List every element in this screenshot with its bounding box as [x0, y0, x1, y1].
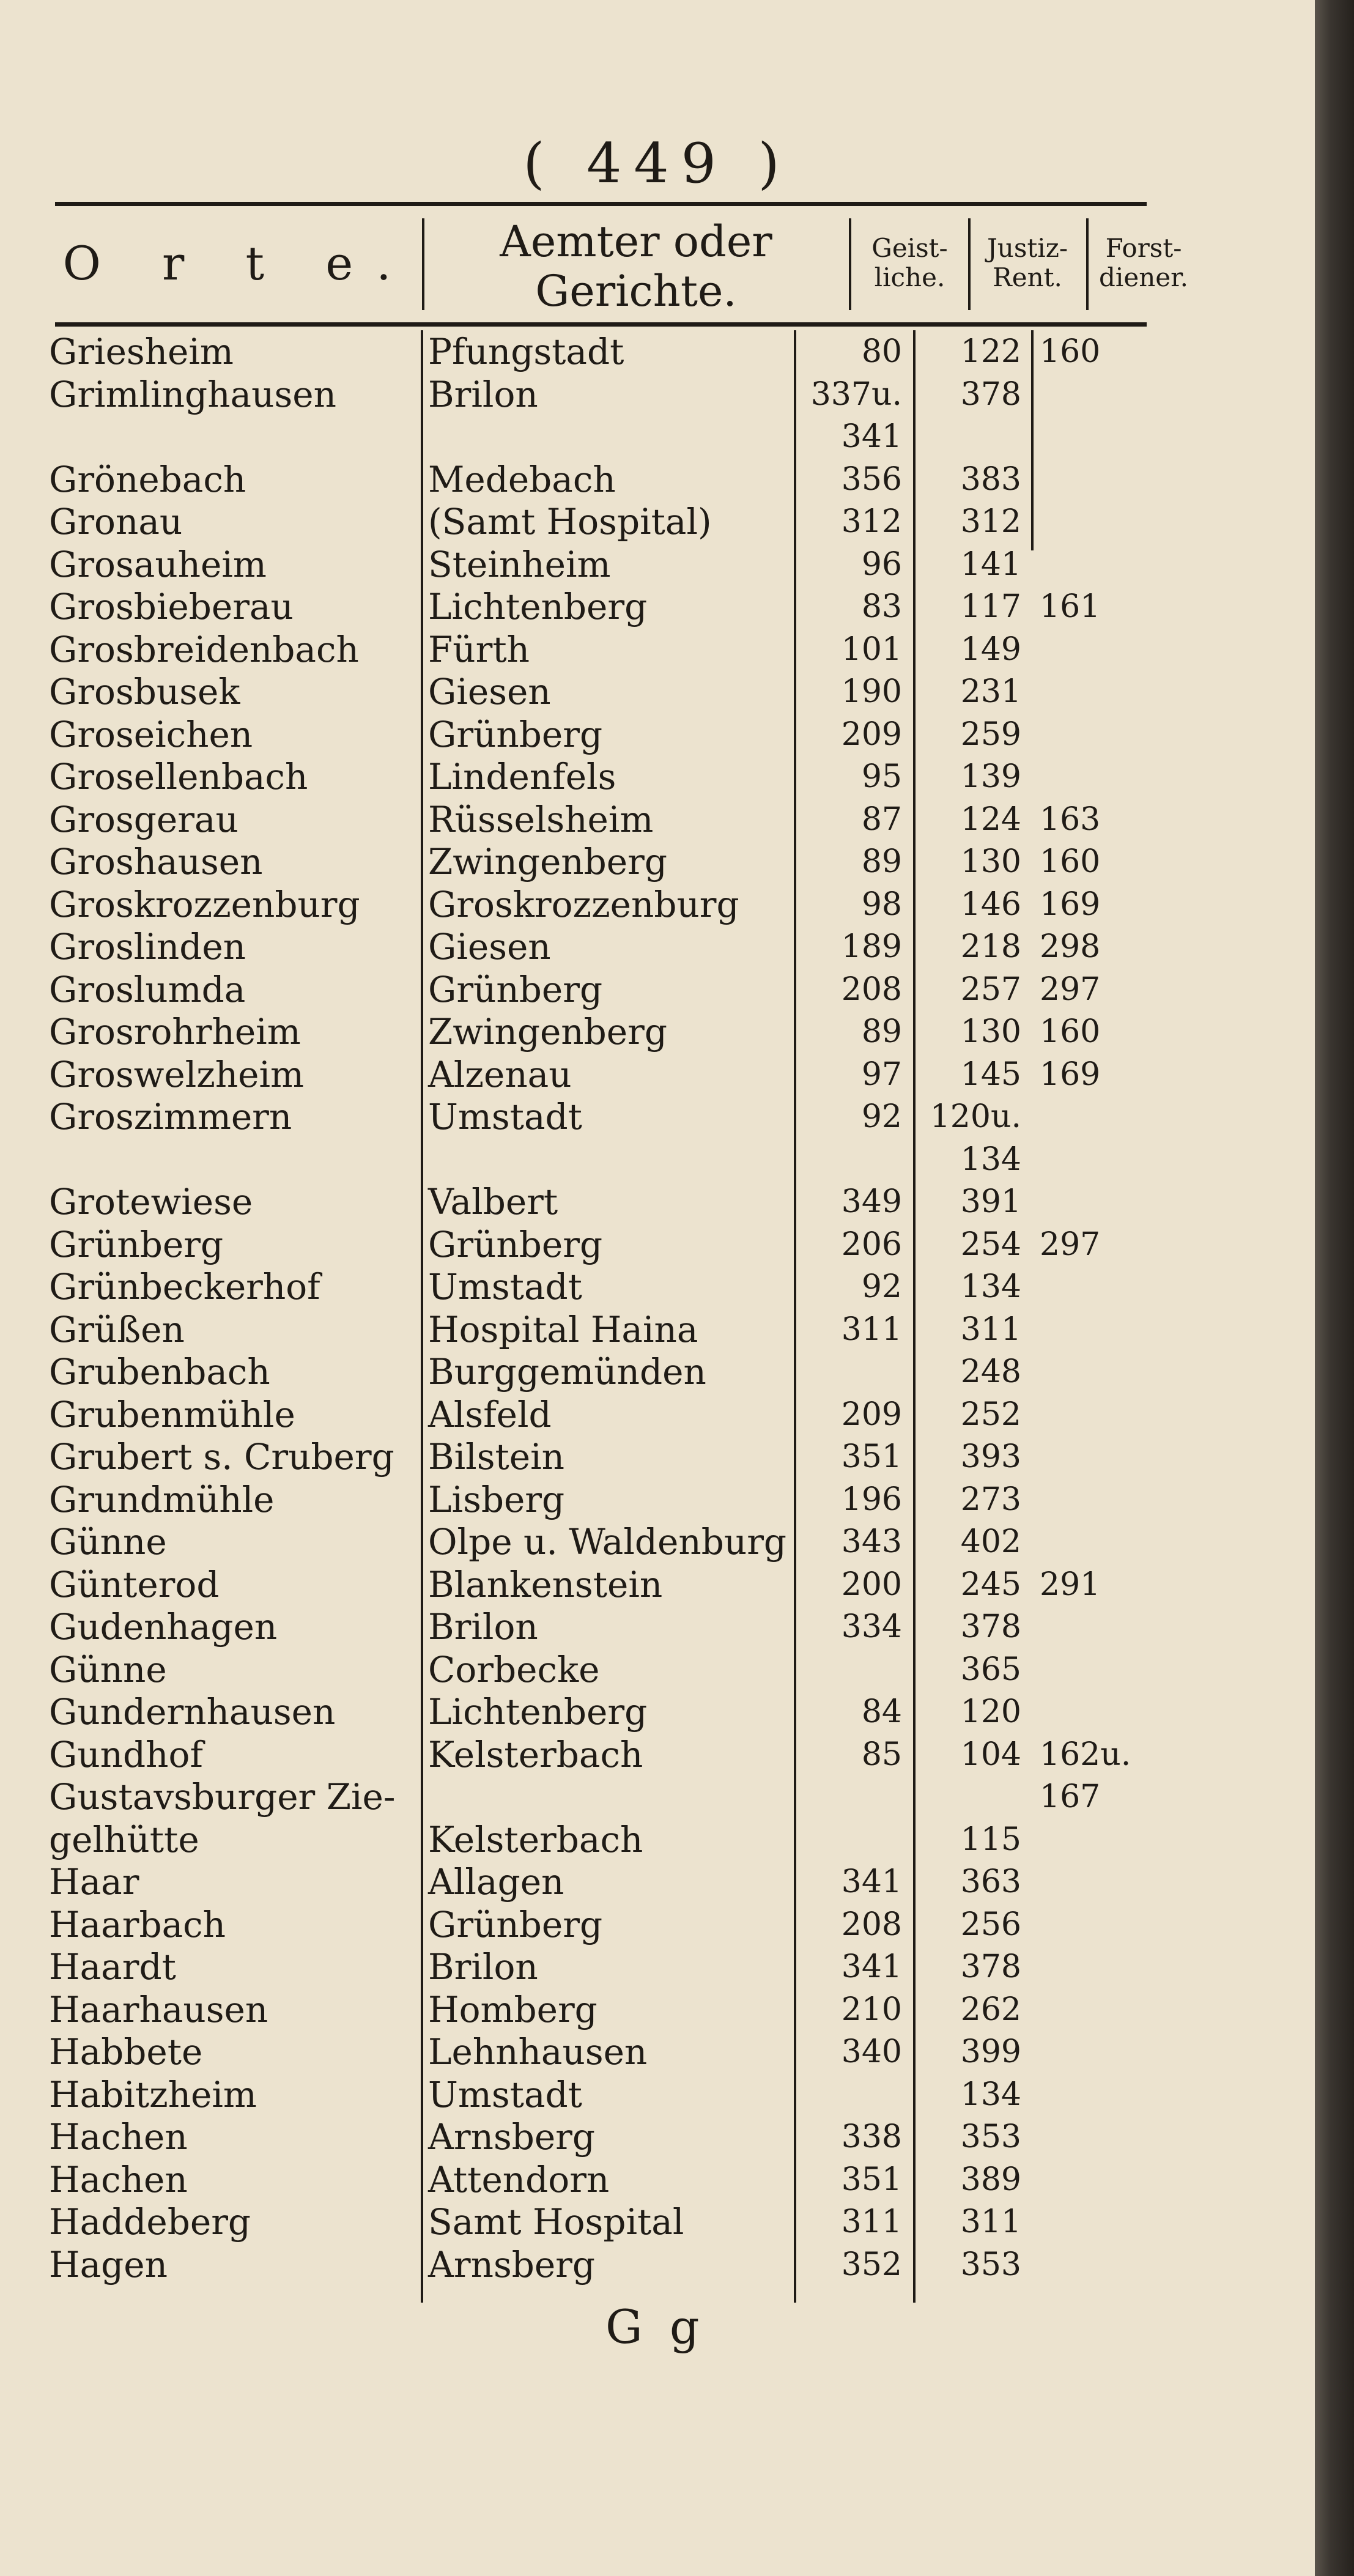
- place-name: Haardt: [49, 1946, 176, 1988]
- justiz-page: 257: [960, 971, 1021, 1008]
- geistliche-page: 80: [861, 333, 902, 370]
- page-edge: [1315, 0, 1354, 2576]
- geistliche-page: 189: [841, 928, 902, 965]
- justiz-page: 139: [960, 758, 1021, 795]
- column-rule: [1031, 330, 1034, 550]
- place-name: Grosgerau: [49, 799, 239, 840]
- place-name: Grosauheim: [49, 544, 267, 585]
- geistliche-page: 209: [841, 1396, 902, 1433]
- geistliche-page: 311: [841, 1311, 902, 1348]
- place-name: Hachen: [49, 2116, 188, 2158]
- header-aemter: Aemter oder Gerichte.: [500, 217, 772, 316]
- place-name: Günne: [49, 1521, 167, 1563]
- justiz-page: 391: [960, 1183, 1021, 1220]
- geistliche-page: 341: [841, 418, 902, 455]
- justiz-page: 378: [960, 1949, 1021, 1985]
- place-name: Groslinden: [49, 926, 246, 968]
- geistliche-page: 351: [841, 2161, 902, 2198]
- column-rule: [421, 330, 423, 2303]
- justiz-page: 363: [960, 1864, 1021, 1900]
- geistliche-page: 311: [841, 2204, 902, 2240]
- office-name: Grünberg: [428, 1224, 603, 1265]
- place-name: Griesheim: [49, 331, 234, 372]
- geistliche-page: 85: [861, 1736, 902, 1773]
- justiz-page: 231: [960, 673, 1021, 710]
- justiz-page: 218: [960, 928, 1021, 965]
- office-name: (Samt Hospital): [428, 501, 712, 542]
- justiz-page: 378: [960, 1608, 1021, 1645]
- forst-page: 160: [1040, 333, 1101, 370]
- place-name: Haar: [49, 1861, 139, 1903]
- header-forst: Forst- diener.: [1099, 233, 1188, 293]
- place-name: Grosbieberau: [49, 586, 294, 627]
- geistliche-page: 89: [861, 1013, 902, 1050]
- office-name: Olpe u. Waldenburg: [428, 1521, 787, 1563]
- place-name: Habitzheim: [49, 2074, 257, 2115]
- geistliche-page: 98: [861, 886, 902, 923]
- office-name: Grünberg: [428, 714, 603, 755]
- geistliche-page: 312: [841, 503, 902, 540]
- office-name: Lisberg: [428, 1479, 565, 1520]
- geistliche-page: 89: [861, 843, 902, 880]
- justiz-page: 149: [960, 631, 1021, 668]
- geistliche-page: 92: [861, 1268, 902, 1305]
- justiz-page: 146: [960, 886, 1021, 923]
- geistliche-page: 83: [861, 588, 902, 625]
- office-name: Rüsselsheim: [428, 799, 654, 840]
- place-name: Groskrozzenburg: [49, 884, 360, 925]
- forst-page: 161: [1040, 588, 1101, 625]
- geistliche-page: 334: [841, 1608, 902, 1645]
- justiz-page: 311: [960, 2204, 1021, 2240]
- justiz-page: 248: [960, 1353, 1021, 1390]
- place-name: Grosellenbach: [49, 756, 308, 798]
- place-name: Grubenbach: [49, 1351, 270, 1393]
- place-name: Günterod: [49, 1564, 220, 1605]
- office-name: Arnsberg: [428, 2244, 596, 2285]
- justiz-page: 256: [960, 1906, 1021, 1943]
- place-name: Habbete: [49, 2031, 203, 2073]
- justiz-page: 124: [960, 801, 1021, 838]
- justiz-page: 117: [960, 588, 1021, 625]
- geistliche-page: 95: [861, 758, 902, 795]
- place-name: Gustavsburger Zie-: [49, 1776, 396, 1818]
- office-name: Attendorn: [428, 2159, 610, 2200]
- page-number: ( 449 ): [523, 131, 792, 196]
- office-name: Steinheim: [428, 544, 611, 585]
- place-name: Grubert s. Cruberg: [49, 1436, 394, 1478]
- justiz-page: 254: [960, 1226, 1021, 1263]
- forst-page: 169: [1040, 1056, 1101, 1093]
- office-name: Giesen: [428, 671, 551, 712]
- place-name: Groszimmern: [49, 1096, 292, 1138]
- geistliche-page: 351: [841, 1438, 902, 1475]
- place-name: Grubenmühle: [49, 1394, 295, 1435]
- geistliche-page: 341: [841, 1949, 902, 1985]
- office-name: Giesen: [428, 926, 551, 968]
- justiz-page: 245: [960, 1566, 1021, 1603]
- justiz-page: 262: [960, 1991, 1021, 2028]
- justiz-page: 122: [960, 333, 1021, 370]
- office-name: Lindenfels: [428, 756, 616, 798]
- place-name: Haarhausen: [49, 1989, 268, 2030]
- office-name: Allagen: [428, 1861, 564, 1903]
- forst-page: 297: [1040, 1226, 1101, 1263]
- geistliche-page: 349: [841, 1183, 902, 1220]
- geistliche-page: 92: [861, 1098, 902, 1135]
- place-name: Groseichen: [49, 714, 253, 755]
- place-name: Grönebach: [49, 459, 246, 500]
- office-name: Fürth: [428, 629, 530, 670]
- office-name: Alsfeld: [428, 1394, 552, 1435]
- geistliche-page: 341: [841, 1864, 902, 1900]
- geistliche-page: 343: [841, 1523, 902, 1560]
- place-name: Haarbach: [49, 1904, 226, 1945]
- geistliche-page: 340: [841, 2034, 902, 2070]
- geistliche-page: 97: [861, 1056, 902, 1093]
- office-name: Homberg: [428, 1989, 597, 2030]
- office-name: Pfungstadt: [428, 331, 624, 372]
- geistliche-page: 208: [841, 1906, 902, 1943]
- header-orte: O r t e.: [62, 236, 415, 291]
- place-name: Grüßen: [49, 1309, 185, 1350]
- forst-page: 160: [1040, 1013, 1101, 1050]
- justiz-page: 115: [960, 1821, 1021, 1858]
- geistliche-page: 356: [841, 461, 902, 498]
- office-name: Umstadt: [428, 2074, 582, 2115]
- office-name: Lichtenberg: [428, 586, 648, 627]
- justiz-page: 120: [960, 1693, 1021, 1730]
- forst-page: 298: [1040, 928, 1101, 965]
- place-name: Gudenhagen: [49, 1606, 278, 1648]
- justiz-page: 120u.: [930, 1098, 1021, 1135]
- office-name: Medebach: [428, 459, 616, 500]
- place-name: Groswelzheim: [49, 1054, 305, 1095]
- geistliche-page: 190: [841, 673, 902, 710]
- justiz-page: 130: [960, 1013, 1021, 1050]
- geistliche-page: 208: [841, 971, 902, 1008]
- geistliche-page: 210: [841, 1991, 902, 2028]
- place-name: Hagen: [49, 2244, 168, 2285]
- place-name: Hachen: [49, 2159, 188, 2200]
- justiz-page: 311: [960, 1311, 1021, 1348]
- office-name: Brilon: [428, 1606, 538, 1648]
- justiz-page: 389: [960, 2161, 1021, 2198]
- geistliche-page: 196: [841, 1481, 902, 1518]
- office-name: Lehnhausen: [428, 2031, 648, 2073]
- justiz-page: 141: [960, 546, 1021, 583]
- office-name: Kelsterbach: [428, 1819, 643, 1860]
- place-name: Gundernhausen: [49, 1691, 336, 1733]
- office-name: Zwingenberg: [428, 841, 667, 883]
- geistliche-page: 84: [861, 1693, 902, 1730]
- office-name: Brilon: [428, 374, 538, 415]
- place-name: Groslumda: [49, 969, 246, 1010]
- place-name: Grotewiese: [49, 1181, 253, 1223]
- place-name: Grünberg: [49, 1224, 224, 1265]
- place-name: Haddeberg: [49, 2201, 251, 2243]
- geistliche-page: 87: [861, 801, 902, 838]
- office-name: Umstadt: [428, 1266, 582, 1308]
- place-name: Grünbeckerhof: [49, 1266, 320, 1308]
- place-name: Günne: [49, 1649, 167, 1690]
- office-name: Samt Hospital: [428, 2201, 684, 2243]
- justiz-page: 145: [960, 1056, 1021, 1093]
- place-name: gelhütte: [49, 1819, 199, 1860]
- forst-page: 169: [1040, 886, 1101, 923]
- header-geistliche: Geist- liche.: [871, 233, 948, 293]
- place-name: Grosrohrheim: [49, 1011, 301, 1053]
- office-name: Kelsterbach: [428, 1734, 643, 1775]
- place-name: Gronau: [49, 501, 183, 542]
- justiz-page: 353: [960, 2119, 1021, 2155]
- office-name: Grünberg: [428, 1904, 603, 1945]
- office-name: Burggemünden: [428, 1351, 706, 1393]
- forst-page: 162u.: [1040, 1736, 1131, 1773]
- justiz-page: 312: [960, 503, 1021, 540]
- forst-page: 297: [1040, 971, 1101, 1008]
- office-name: Valbert: [428, 1181, 558, 1223]
- place-name: Grimlinghausen: [49, 374, 336, 415]
- justiz-page: 393: [960, 1438, 1021, 1475]
- justiz-page: 365: [960, 1651, 1021, 1688]
- geistliche-page: 101: [841, 631, 902, 668]
- justiz-page: 378: [960, 376, 1021, 413]
- signature-mark: G g: [605, 2300, 706, 2354]
- office-name: Corbecke: [428, 1649, 600, 1690]
- place-name: Gundhof: [49, 1734, 203, 1775]
- office-name: Hospital Haina: [428, 1309, 698, 1350]
- office-name: Blankenstein: [428, 1564, 663, 1605]
- justiz-page: 273: [960, 1481, 1021, 1518]
- place-name: Grosbusek: [49, 671, 240, 712]
- office-name: Groskrozzenburg: [428, 884, 739, 925]
- geistliche-page: 352: [841, 2246, 902, 2283]
- office-name: Brilon: [428, 1946, 538, 1988]
- office-name: Umstadt: [428, 1096, 582, 1138]
- justiz-page: 402: [960, 1523, 1021, 1560]
- office-name: Bilstein: [428, 1436, 565, 1478]
- justiz-page: 399: [960, 2034, 1021, 2070]
- justiz-page: 134: [960, 2076, 1021, 2113]
- place-name: Grundmühle: [49, 1479, 275, 1520]
- justiz-page: 104: [960, 1736, 1021, 1773]
- header-justiz: Justiz- Rent.: [986, 233, 1068, 293]
- office-name: Arnsberg: [428, 2116, 596, 2158]
- forst-page: 291: [1040, 1566, 1101, 1603]
- office-name: Lichtenberg: [428, 1691, 648, 1733]
- office-name: Alzenau: [428, 1054, 572, 1095]
- justiz-page: 259: [960, 716, 1021, 753]
- justiz-page: 130: [960, 843, 1021, 880]
- place-name: Groshausen: [49, 841, 263, 883]
- geistliche-page: 338: [841, 2119, 902, 2155]
- forst-page: 160: [1040, 843, 1101, 880]
- justiz-page: 353: [960, 2246, 1021, 2283]
- justiz-page: 134: [960, 1141, 1021, 1178]
- forst-page: 163: [1040, 801, 1101, 838]
- justiz-page: 383: [960, 461, 1021, 498]
- office-name: Zwingenberg: [428, 1011, 667, 1053]
- justiz-page: 252: [960, 1396, 1021, 1433]
- office-name: Grünberg: [428, 969, 603, 1010]
- place-name: Grosbreidenbach: [49, 629, 359, 670]
- geistliche-page: 206: [841, 1226, 902, 1263]
- geistliche-page: 96: [861, 546, 902, 583]
- geistliche-page: 337u.: [810, 376, 902, 413]
- forst-page: 167: [1040, 1778, 1101, 1815]
- geistliche-page: 200: [841, 1566, 902, 1603]
- geistliche-page: 209: [841, 716, 902, 753]
- justiz-page: 134: [960, 1268, 1021, 1305]
